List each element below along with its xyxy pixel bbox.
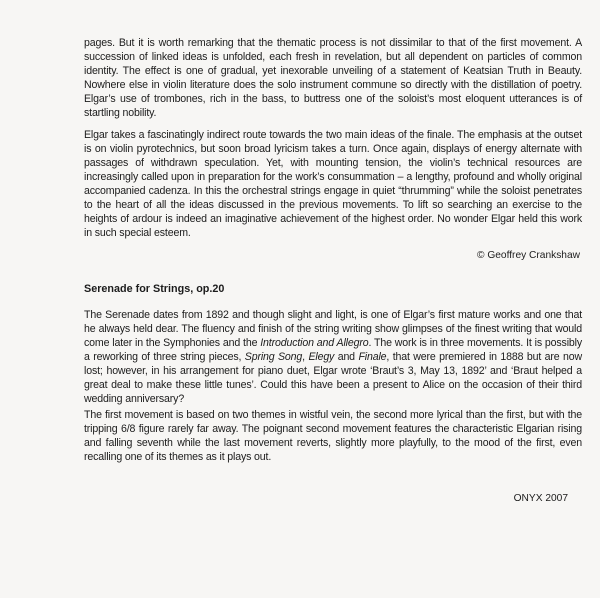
separator-and: and — [334, 351, 359, 363]
author-credit: © Geoffrey Crankshaw — [476, 250, 580, 261]
piece-title-elegy: Elegy — [308, 351, 335, 363]
text-block-concerto-slow-movement — [84, 36, 582, 120]
piece-title-finale: Finale — [358, 351, 387, 363]
serenade-intro-text-2: . The work is in three movements. It is possibly a reworking of three string pieces, — [84, 337, 582, 363]
text-block-serenade-movements — [84, 408, 582, 464]
serenade-intro-text-1: The Serenade dates from 1892 and though slight and light, is one of Elgar’s first mature works and one that he always held dear. The fluency and finish of the string writing show glimpses of the finest writing that would come later in the Symphonies and the — [84, 309, 582, 349]
paragraph-finale: Elgar takes a fascinatingly indirect route towards the two main ideas of the finale. The emphasis at the outset is on violin pyrotechnics, but soon broad lyricism takes a turn. Once again, displays of energy alternate with passages of withdrawn speculation. Yet, with mounting tension, the violin’s technical resources are increasingly called upon in preparation for the work’s consummation – a lengthy, profound and wholly original accompanied cadenza. In this the orchestral strings engage in quiet “thrumming” while the soloist penetrates to the heart of all the ideas discussed in the previous movements. To lift so searching an exercise to the heights of ardour is indeed an imaginative achievement of the highest order. No wonder Elgar held this work in such special esteem. — [84, 129, 582, 239]
piece-title-spring-song: Spring Song — [244, 351, 303, 363]
section-heading: Serenade for Strings, op.20 — [84, 283, 225, 295]
separator-comma: , — [302, 351, 309, 363]
text-block-serenade-intro — [84, 308, 582, 406]
serenade-intro-text-3: , that were premiered in 1888 but are now lost; however, in his arrangement for piano duet, Elgar wrote ‘Braut’s 3, May 13, 1892’ and ‘Braut helped a great deal to make these little tunes’. Could this have been a present to Alice on the occasion of their third wedding anniversary? — [84, 351, 583, 405]
label-mark: ONYX 2007 — [513, 493, 568, 504]
paragraph-slow-movement: pages. But it is worth remarking that the thematic process is not dissimilar to that of the first movement. A succession of linked ideas is unfolded, each fresh in revelation, but all dependent on particles of common identity. The effect is one of gradual, yet inexorable unveiling of a statement of Keatsian Truth in Beauty. Nowhere else in violin literature does the solo instrument commune so directly with the distillation of poetry. Elgar’s use of trombones, rich in the bass, to buttress one of the soloist’s most eloquent utterances is of startling nobility. — [84, 37, 582, 119]
paragraph-serenade-intro — [84, 308, 582, 406]
text-block-concerto-finale — [84, 128, 582, 240]
work-title-introduction-and-allegro: Introduction and Allegro — [260, 337, 369, 349]
paragraph-serenade-movements: The first movement is based on two themes in wistful vein, the second more lyrical than the first, but with the tripping 6/8 figure rarely far away. The poignant second movement features the characteristic Elgarian rising and falling seventh while the last movement reverts, slightly more playfully, to the mood of the first, even recalling one of its themes as it plays out. — [84, 409, 582, 463]
